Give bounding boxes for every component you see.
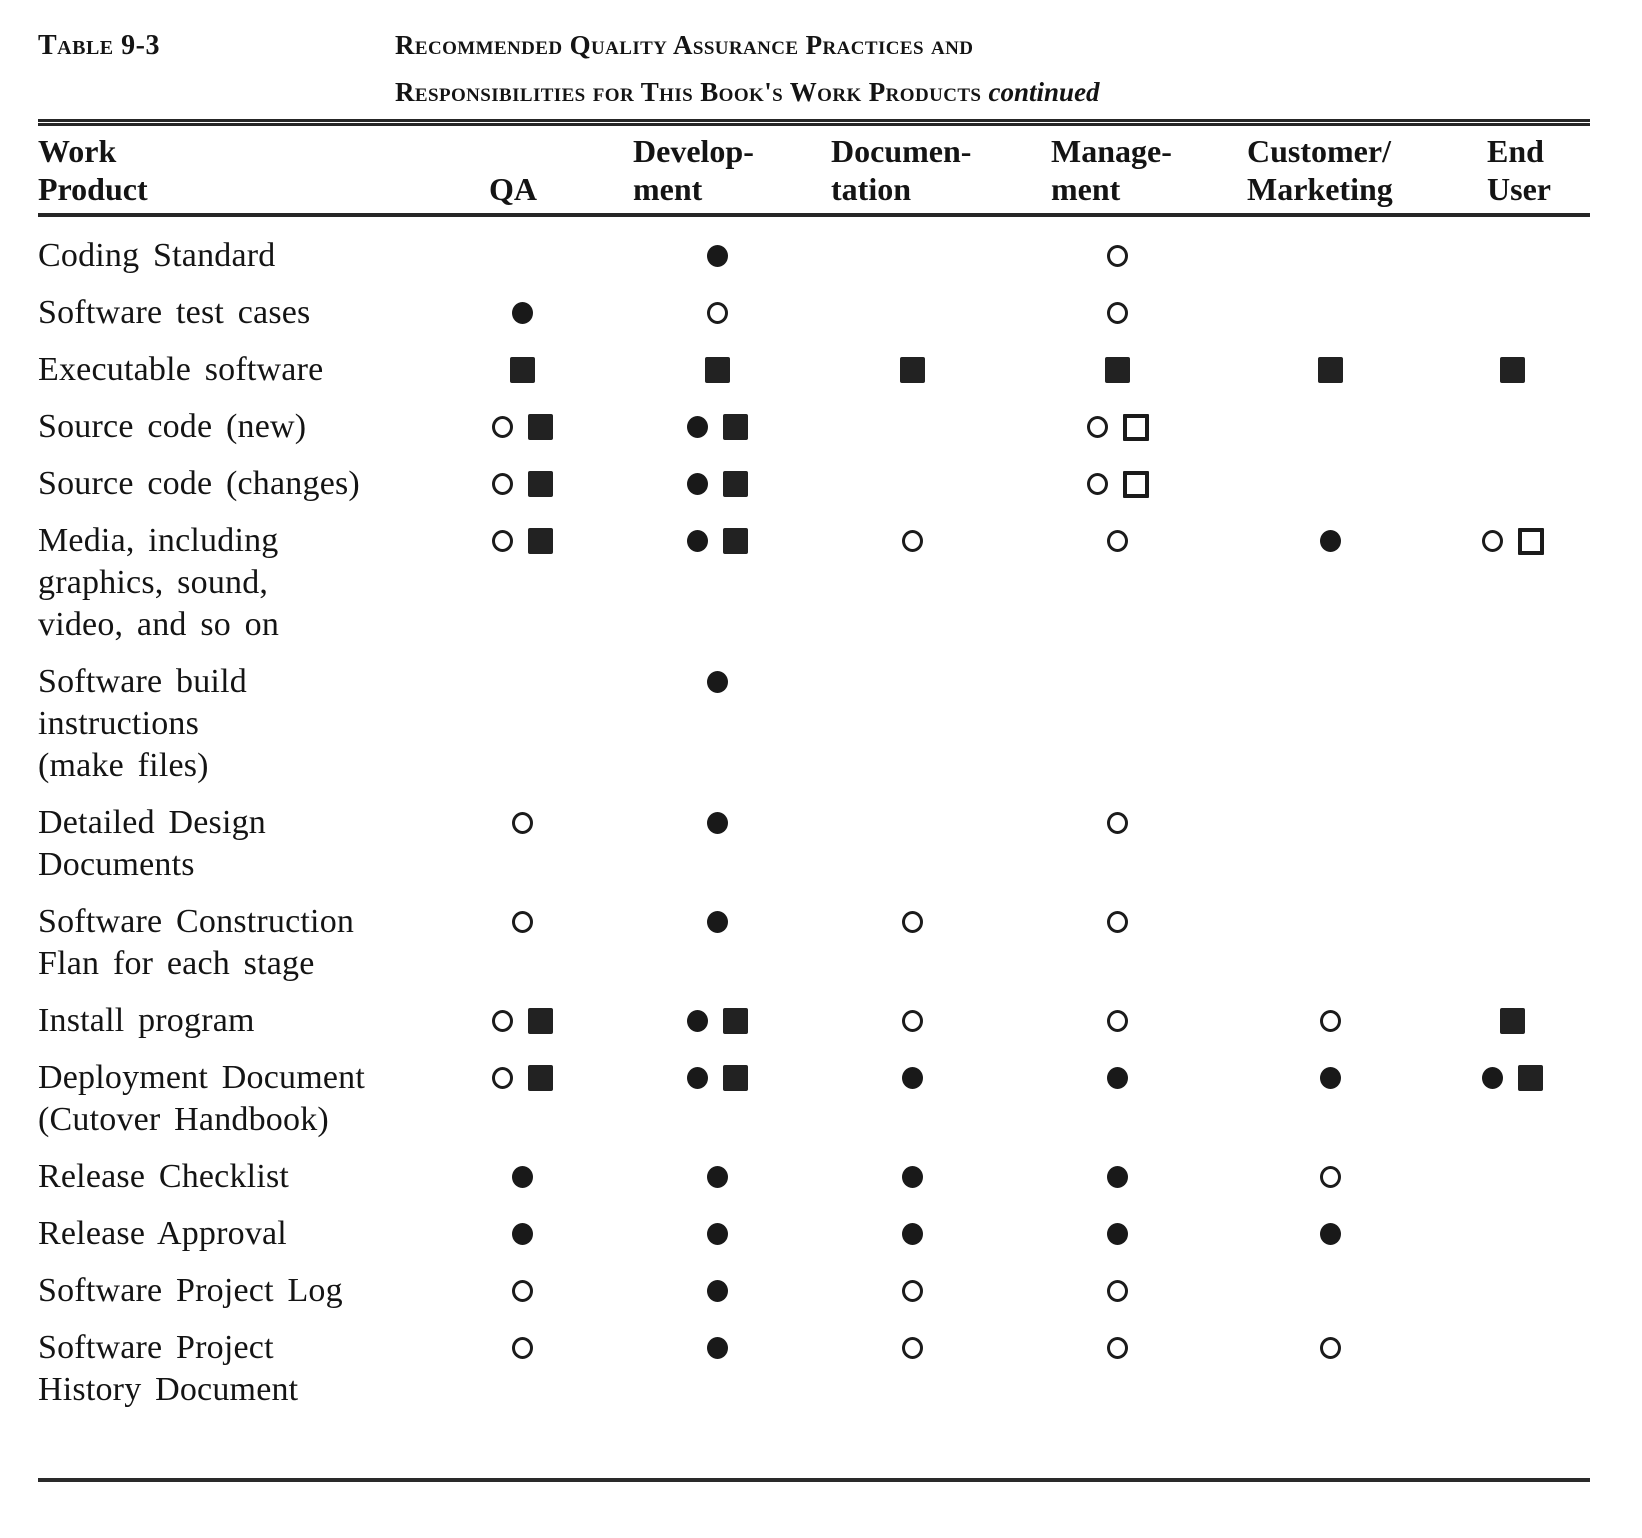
open-circle-icon [902, 1010, 923, 1032]
open-square-icon [1123, 414, 1149, 441]
table-row [38, 520, 1590, 646]
filled-circle-icon [687, 530, 708, 552]
filled-square-icon [900, 357, 925, 383]
development-cell [620, 349, 815, 391]
customer-marketing-cell [1225, 406, 1435, 448]
end-user-cell [1435, 1270, 1590, 1312]
work-product-label [38, 1000, 425, 1042]
filled-circle-icon [1320, 530, 1341, 552]
open-circle-icon [512, 812, 533, 834]
work-product-label-line: (make files) [38, 747, 209, 784]
development-cell [620, 661, 815, 703]
work-product-label [38, 1156, 425, 1198]
open-circle-icon [1482, 530, 1503, 552]
filled-circle-icon [1320, 1067, 1341, 1089]
table-title-line2-text: Responsibilities for This Book's Work Products [395, 77, 982, 107]
end-user-cell [1435, 463, 1590, 505]
filled-circle-icon [1320, 1223, 1341, 1245]
filled-circle-icon [707, 911, 728, 933]
column-header-line: Work [38, 133, 117, 169]
management-cell [1010, 1000, 1225, 1042]
documentation-cell [815, 463, 1010, 505]
customer-marketing-cell [1225, 235, 1435, 277]
table-row [38, 1156, 1590, 1198]
end-user-cell [1435, 1057, 1590, 1099]
open-circle-icon [492, 416, 513, 438]
customer-marketing-cell [1225, 1057, 1435, 1099]
filled-square-icon [1105, 357, 1130, 383]
management-cell [1010, 901, 1225, 943]
customer-marketing-cell [1225, 1156, 1435, 1198]
management-cell [1010, 1213, 1225, 1255]
open-circle-icon [512, 911, 533, 933]
documentation-cell [815, 901, 1010, 943]
development-cell [620, 520, 815, 562]
table-row [38, 802, 1590, 886]
open-circle-icon [1107, 911, 1128, 933]
customer-marketing-cell [1225, 349, 1435, 391]
table-row [38, 463, 1590, 505]
table-row [38, 1270, 1590, 1312]
work-product-label [38, 661, 425, 787]
work-product-label-line: Software Construction [38, 903, 355, 940]
management-cell [1010, 520, 1225, 562]
documentation-cell [815, 1270, 1010, 1312]
filled-circle-icon [707, 1280, 728, 1302]
column-header-line: QA [489, 171, 537, 207]
open-circle-icon [1107, 245, 1128, 267]
work-product-label-line: Detailed Design [38, 804, 266, 841]
customer-marketing-cell [1225, 1270, 1435, 1312]
filled-circle-icon [512, 302, 533, 324]
filled-square-icon [528, 414, 553, 440]
work-product-label-line: Install program [38, 1002, 255, 1039]
open-circle-icon [1107, 1010, 1128, 1032]
customer-marketing-cell [1225, 901, 1435, 943]
open-square-icon [1123, 471, 1149, 498]
table-row [38, 1327, 1590, 1411]
development-cell [620, 1270, 815, 1312]
column-header-work-product [38, 132, 425, 208]
management-cell [1010, 1327, 1225, 1369]
qa-cell [425, 1156, 620, 1198]
open-circle-icon [902, 1337, 923, 1359]
table-row [38, 235, 1590, 277]
column-header-line: ment [1051, 171, 1121, 207]
column-header-documentation [815, 132, 1010, 208]
filled-circle-icon [902, 1223, 923, 1245]
filled-square-icon [723, 1008, 748, 1034]
top-rule [38, 119, 1590, 126]
qa-cell [425, 1057, 620, 1099]
development-cell [620, 1156, 815, 1198]
management-cell [1010, 1057, 1225, 1099]
work-product-label-line: Documents [38, 846, 195, 883]
filled-circle-icon [707, 1166, 728, 1188]
end-user-cell [1435, 661, 1590, 703]
work-product-label-line: (Cutover Handbook) [38, 1101, 329, 1138]
management-cell [1010, 1156, 1225, 1198]
open-circle-icon [1087, 473, 1108, 495]
filled-circle-icon [1482, 1067, 1503, 1089]
customer-marketing-cell [1225, 802, 1435, 844]
end-user-cell [1435, 349, 1590, 391]
development-cell [620, 901, 815, 943]
filled-square-icon [510, 357, 535, 383]
end-user-cell [1435, 235, 1590, 277]
work-product-label [38, 1270, 425, 1312]
column-header-line: Develop- [633, 133, 754, 169]
open-circle-icon [492, 1010, 513, 1032]
development-cell [620, 1213, 815, 1255]
management-cell [1010, 463, 1225, 505]
qa-cell [425, 463, 620, 505]
end-user-cell [1435, 802, 1590, 844]
column-header-line: Manage- [1051, 133, 1172, 169]
management-cell [1010, 661, 1225, 703]
open-circle-icon [902, 1280, 923, 1302]
table-row [38, 901, 1590, 985]
open-square-icon [1518, 528, 1544, 555]
documentation-cell [815, 349, 1010, 391]
filled-square-icon [723, 414, 748, 440]
column-header-line: Marketing [1247, 171, 1393, 207]
filled-square-icon [1518, 1065, 1543, 1091]
column-header-qa [425, 170, 620, 208]
documentation-cell [815, 1057, 1010, 1099]
qa-cell [425, 1327, 620, 1369]
header-rule [38, 213, 1590, 217]
work-product-label-line: graphics, sound, [38, 564, 269, 601]
end-user-cell [1435, 1000, 1590, 1042]
open-circle-icon [512, 1337, 533, 1359]
open-circle-icon [492, 1067, 513, 1089]
end-user-cell [1435, 406, 1590, 448]
qa-cell [425, 802, 620, 844]
work-product-label [38, 520, 425, 646]
documentation-cell [815, 661, 1010, 703]
open-circle-icon [1107, 812, 1128, 834]
open-circle-icon [1320, 1337, 1341, 1359]
work-product-label [38, 1213, 425, 1255]
open-circle-icon [1320, 1166, 1341, 1188]
work-product-label-line: Source code (changes) [38, 465, 360, 502]
column-header-line: Customer/ [1247, 133, 1391, 169]
filled-square-icon [723, 528, 748, 554]
customer-marketing-cell [1225, 520, 1435, 562]
work-product-label [38, 1057, 425, 1141]
work-product-label-line: video, and so on [38, 606, 280, 643]
filled-circle-icon [707, 1223, 728, 1245]
work-product-label-line: Release Checklist [38, 1158, 290, 1195]
development-cell [620, 406, 815, 448]
table-title-line1: Recommended Quality Assurance Practices and [395, 30, 974, 60]
work-product-label-line: Software test cases [38, 294, 311, 331]
development-cell [620, 802, 815, 844]
documentation-cell [815, 235, 1010, 277]
table-row [38, 406, 1590, 448]
management-cell [1010, 802, 1225, 844]
customer-marketing-cell [1225, 661, 1435, 703]
filled-square-icon [723, 471, 748, 497]
work-product-label-line: Flan for each stage [38, 945, 315, 982]
documentation-cell [815, 1000, 1010, 1042]
customer-marketing-cell [1225, 1000, 1435, 1042]
filled-circle-icon [687, 1067, 708, 1089]
table-row [38, 1000, 1590, 1042]
end-user-cell [1435, 901, 1590, 943]
filled-square-icon [528, 528, 553, 554]
work-product-label [38, 463, 425, 505]
column-header-line: End [1487, 133, 1544, 169]
end-user-cell [1435, 1213, 1590, 1255]
work-product-label-line: Software Project Log [38, 1272, 343, 1309]
work-product-label-line: Software build [38, 663, 247, 700]
work-product-label [38, 292, 425, 334]
column-header-line: ment [633, 171, 703, 207]
development-cell [620, 235, 815, 277]
work-product-label [38, 802, 425, 886]
filled-circle-icon [902, 1067, 923, 1089]
column-header-line: User [1487, 171, 1551, 207]
customer-marketing-cell [1225, 292, 1435, 334]
open-circle-icon [707, 302, 728, 324]
qa-cell [425, 661, 620, 703]
work-product-label [38, 406, 425, 448]
qa-cell [425, 1213, 620, 1255]
table-row [38, 349, 1590, 391]
bottom-rule [38, 1478, 1590, 1482]
filled-circle-icon [707, 245, 728, 267]
table-row [38, 292, 1590, 334]
column-header-end-user [1435, 132, 1590, 208]
work-product-label-line: Coding Standard [38, 237, 276, 274]
column-header-line: tation [831, 171, 911, 207]
continued-label: continued [988, 77, 1100, 107]
open-circle-icon [1107, 302, 1128, 324]
work-product-label [38, 901, 425, 985]
table-header-row [38, 130, 1590, 208]
filled-square-icon [528, 471, 553, 497]
open-circle-icon [1107, 1280, 1128, 1302]
open-circle-icon [1107, 530, 1128, 552]
development-cell [620, 1000, 815, 1042]
management-cell [1010, 235, 1225, 277]
end-user-cell [1435, 1156, 1590, 1198]
development-cell [620, 1057, 815, 1099]
open-circle-icon [492, 530, 513, 552]
filled-square-icon [1318, 357, 1343, 383]
development-cell [620, 463, 815, 505]
customer-marketing-cell [1225, 463, 1435, 505]
table-row [38, 1057, 1590, 1141]
filled-circle-icon [707, 1337, 728, 1359]
table-title [395, 22, 1100, 116]
management-cell [1010, 1270, 1225, 1312]
table-row [38, 661, 1590, 787]
end-user-cell [1435, 520, 1590, 562]
work-product-label-line: Release Approval [38, 1215, 287, 1252]
management-cell [1010, 406, 1225, 448]
open-circle-icon [492, 473, 513, 495]
end-user-cell [1435, 292, 1590, 334]
management-cell [1010, 292, 1225, 334]
documentation-cell [815, 406, 1010, 448]
column-header-line: Documen- [831, 133, 972, 169]
filled-square-icon [705, 357, 730, 383]
filled-circle-icon [512, 1166, 533, 1188]
filled-circle-icon [687, 416, 708, 438]
column-header-management [1010, 132, 1225, 208]
development-cell [620, 292, 815, 334]
filled-circle-icon [687, 473, 708, 495]
column-header-customer-marketing [1225, 132, 1435, 208]
customer-marketing-cell [1225, 1213, 1435, 1255]
work-product-label-line: Executable software [38, 351, 324, 388]
work-product-label-line: Source code (new) [38, 408, 307, 445]
filled-circle-icon [707, 671, 728, 693]
documentation-cell [815, 292, 1010, 334]
filled-circle-icon [1107, 1067, 1128, 1089]
column-header-development [620, 132, 815, 208]
customer-marketing-cell [1225, 1327, 1435, 1369]
filled-circle-icon [687, 1010, 708, 1032]
table-body [38, 235, 1590, 1426]
open-circle-icon [512, 1280, 533, 1302]
filled-square-icon [1500, 357, 1525, 383]
work-product-label [38, 235, 425, 277]
filled-circle-icon [512, 1223, 533, 1245]
open-circle-icon [1107, 1337, 1128, 1359]
qa-cell [425, 235, 620, 277]
filled-circle-icon [1107, 1166, 1128, 1188]
work-product-label-line: Media, including [38, 522, 279, 559]
documentation-cell [815, 1156, 1010, 1198]
table-caption [38, 22, 1592, 116]
qa-cell [425, 520, 620, 562]
filled-square-icon [528, 1008, 553, 1034]
work-product-label-line: Software Project [38, 1329, 274, 1366]
qa-cell [425, 901, 620, 943]
table-title-line2 [395, 69, 1100, 116]
qa-cell [425, 292, 620, 334]
qa-cell [425, 349, 620, 391]
work-product-label-line: Deployment Document [38, 1059, 366, 1096]
work-product-label-line: History Document [38, 1371, 299, 1408]
documentation-cell [815, 1213, 1010, 1255]
end-user-cell [1435, 1327, 1590, 1369]
table-number: Table 9-3 [38, 30, 160, 61]
filled-square-icon [723, 1065, 748, 1091]
table-row [38, 1213, 1590, 1255]
documentation-cell [815, 520, 1010, 562]
development-cell [620, 1327, 815, 1369]
open-circle-icon [1087, 416, 1108, 438]
open-circle-icon [902, 530, 923, 552]
filled-square-icon [528, 1065, 553, 1091]
filled-square-icon [1500, 1008, 1525, 1034]
qa-cell [425, 1000, 620, 1042]
qa-cell [425, 1270, 620, 1312]
documentation-cell [815, 802, 1010, 844]
open-circle-icon [1320, 1010, 1341, 1032]
open-circle-icon [902, 911, 923, 933]
work-product-label [38, 349, 425, 391]
management-cell [1010, 349, 1225, 391]
work-product-label [38, 1327, 425, 1411]
qa-cell [425, 406, 620, 448]
filled-circle-icon [707, 812, 728, 834]
work-product-label-line: instructions [38, 705, 200, 742]
filled-circle-icon [902, 1166, 923, 1188]
filled-circle-icon [1107, 1223, 1128, 1245]
documentation-cell [815, 1327, 1010, 1369]
column-header-line: Product [38, 171, 148, 207]
